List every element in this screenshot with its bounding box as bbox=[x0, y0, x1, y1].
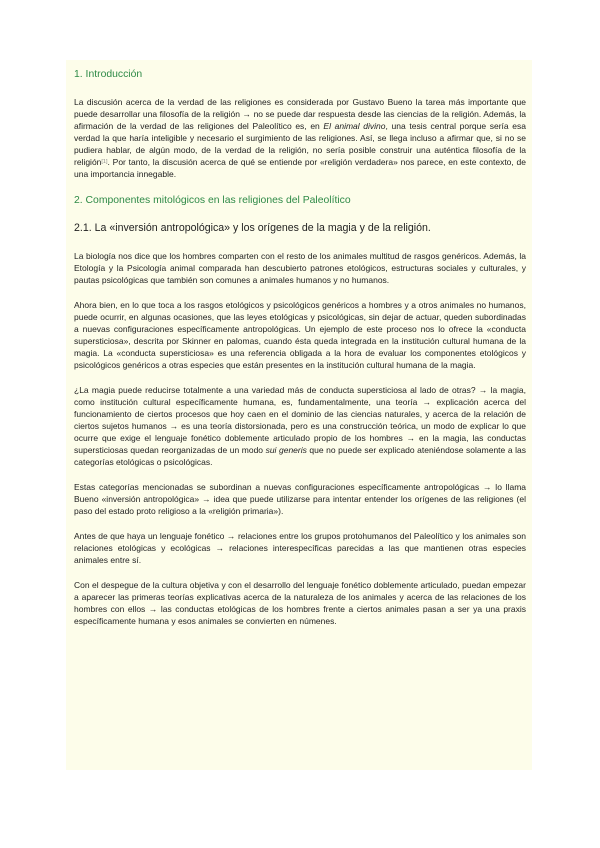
section-2-heading: 2. Componentes mitológicos en las religiones del Paleolítico bbox=[74, 195, 351, 206]
latin-term: sui generis bbox=[265, 445, 307, 455]
paragraph-text: que no puede ser explicado ateniéndose solamente a las categorías etológicas o psicológicas. bbox=[74, 445, 526, 467]
footnote-link[interactable]: [1] bbox=[101, 159, 108, 165]
section-2-paragraph-6: Con el despegue de la cultura objetiva y con el desarrollo del lenguaje fonético doblemente articulado, puedan empezar a aparecer las primeras teorías explicativas acerca de la naturaleza de los animales y acerca de las relaciones de los hombres con ellos → las conductas etológicas de los hombres frente a ciertos animales pasan a ser ya una praxis específicamente humana y esos animales se convierten en númenes. bbox=[74, 580, 526, 626]
section-2-paragraph-3 bbox=[74, 384, 526, 468]
section-1-paragraph bbox=[74, 96, 526, 180]
section-2-paragraph-4: Estas categorías mencionadas se subordinan a nuevas configuraciones específicamente antropológicas → lo llama Bueno «inversión antropológica» → idea que puede utilizarse para intentar entender los orígenes de las religiones (el paso del estado proto religioso a la «religión primaria»). bbox=[74, 482, 526, 516]
book-title: El animal divino bbox=[323, 121, 386, 131]
section-2-1-subheading: 2.1. La «inversión antropológica» y los orígenes de la magia y de la religión. bbox=[74, 222, 431, 234]
paragraph-text: La discusión acerca de la verdad de las religiones es considerada por Gustavo Bueno la tarea más importante que puede desarrollar una filosofía de la religión → no se puede dar respuesta desde las ciencias de la religión. Además, la afirmación de la verdad de las religiones del Paleolítico es, en bbox=[74, 97, 526, 131]
paragraph-text: ¿La magia puede reducirse totalmente a una variedad más de conducta supersticiosa al lado de otras? → la magia, como institución cultural específicamente humana, es, fundamentalmente, una teoría → explicación acerca del funcionamiento de ciertos procesos que hoy caen en el dominio de las ciencias naturales, y acerca de la relación de ciertos sujetos humanos → es una teoría distorsionada, pero es una construcción teórica, un modo de explicar lo que ocurre que exige el lenguaje fonético doblemente articulado propio de los hombres → en la magia, las conductas supersticiosas quedan reorganizadas de un modo bbox=[74, 385, 526, 455]
paragraph-text: , una tesis central porque sería esa verdad la que haría inteligible y necesario el surgimiento de las religiones. Así, se llega incluso a afirmar que, si no se pudiera hablar, de algún modo, de la verdad de la religión, no sería posible construir una auténtica filosofía de la religión bbox=[74, 121, 526, 167]
section-2-paragraph-5: Antes de que haya un lenguaje fonético → relaciones entre los grupos protohumanos del Paleolítico y los animales son relaciones etológicas y ecológicas → relaciones interespecíficas parecidas a las que mantienen otras especies animales entre sí. bbox=[74, 531, 526, 565]
paragraph-text: . Por tanto, la discusión acerca de qué se entiende por «religión verdadera» nos parece, en este contexto, de una importancia innegable. bbox=[74, 157, 526, 179]
section-2-paragraph-2: Ahora bien, en lo que toca a los rasgos etológicos y psicológicos genéricos a hombres y a otros animales no humanos, puede ocurrir, en algunas ocasiones, que las leyes etológicas y psicológicas, sin dejar de actuar, queden subordinadas a nuevas configuraciones específicamente antropológicas. Un ejemplo de este proceso nos lo ofrece la «conducta supersticiosa», descrita por Skinner en palomas, cuando ésta queda integrada en la institución cultural humana de la magia. La «conducta supersticiosa» es una referencia obligada a la hora de evaluar los componentes etológicos y psicológicos genéricos a otras especies que están presentes en la institución cultural humana de la magia. bbox=[74, 300, 526, 370]
document-content bbox=[66, 60, 532, 770]
section-2-paragraph-1: La biología nos dice que los hombres comparten con el resto de los animales multitud de rasgos genéricos. Además, la Etología y la Psicología animal comparada han descubierto patrones etológicos, estructuras sociales y culturales, y pautas psicológicas que también son comunes a animales humanos y no humanos. bbox=[74, 251, 526, 285]
section-1-heading: 1. Introducción bbox=[74, 69, 143, 80]
